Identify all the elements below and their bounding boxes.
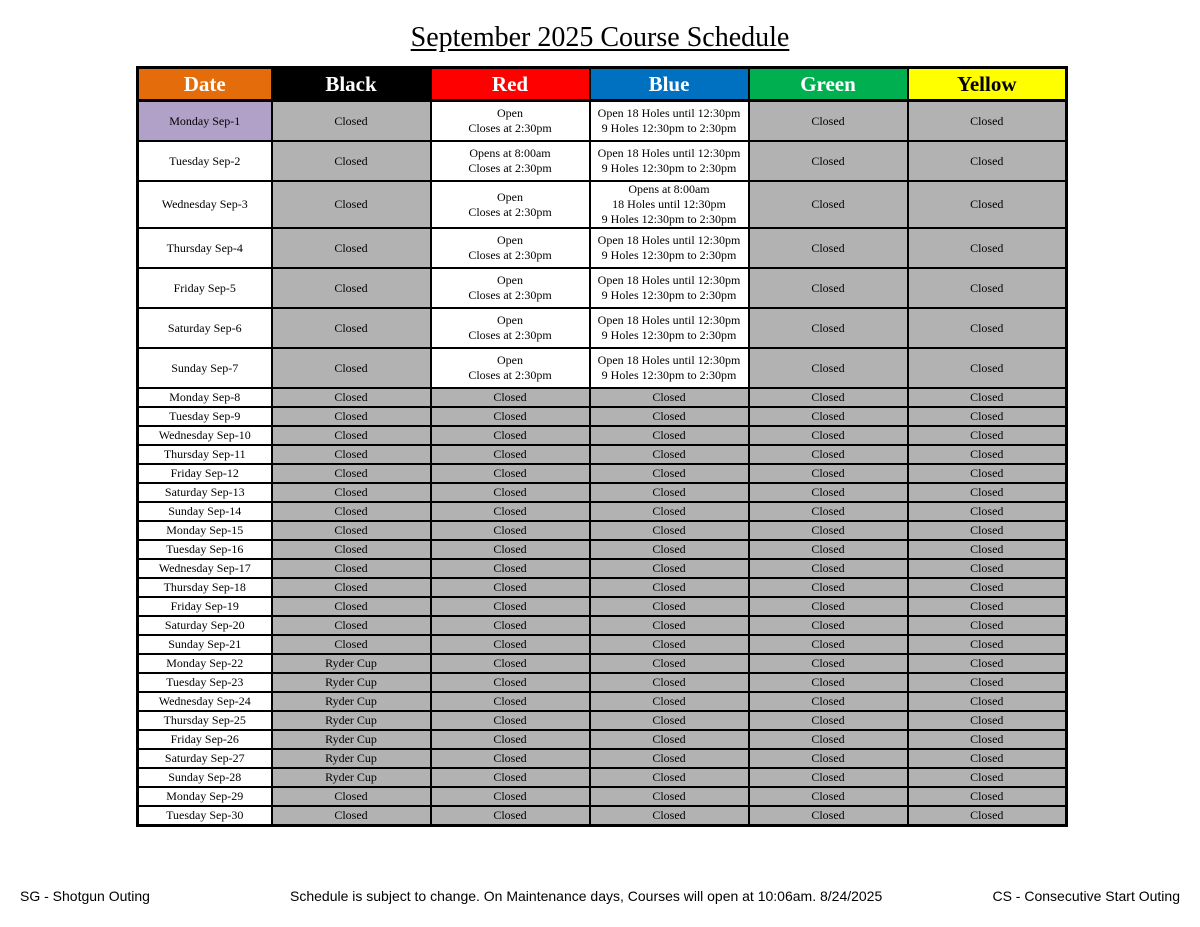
yellow-course-cell: Closed bbox=[908, 181, 1067, 228]
yellow-course-cell: Closed bbox=[908, 730, 1067, 749]
date-cell: Monday Sep-15 bbox=[138, 521, 272, 540]
red-course-cell: Open Closes at 2:30pm bbox=[431, 348, 590, 388]
table-row bbox=[138, 521, 1067, 540]
blue-course-cell: Closed bbox=[590, 711, 749, 730]
yellow-course-cell: Closed bbox=[908, 540, 1067, 559]
table-row bbox=[138, 101, 1067, 142]
blue-course-cell: Closed bbox=[590, 654, 749, 673]
red-course-cell: Closed bbox=[431, 654, 590, 673]
green-course-cell: Closed bbox=[749, 308, 908, 348]
table-row bbox=[138, 730, 1067, 749]
green-course-cell: Closed bbox=[749, 654, 908, 673]
red-course-cell: Open Closes at 2:30pm bbox=[431, 268, 590, 308]
header-date: Date bbox=[138, 68, 272, 101]
date-cell: Tuesday Sep-16 bbox=[138, 540, 272, 559]
black-course-cell: Closed bbox=[272, 559, 431, 578]
red-course-cell: Open Closes at 2:30pm bbox=[431, 181, 590, 228]
black-course-cell: Closed bbox=[272, 388, 431, 407]
green-course-cell: Closed bbox=[749, 787, 908, 806]
green-course-cell: Closed bbox=[749, 749, 908, 768]
green-course-cell: Closed bbox=[749, 730, 908, 749]
schedule-body bbox=[138, 101, 1067, 826]
table-row bbox=[138, 540, 1067, 559]
black-course-cell: Closed bbox=[272, 635, 431, 654]
black-course-cell: Closed bbox=[272, 181, 431, 228]
yellow-course-cell: Closed bbox=[908, 654, 1067, 673]
red-course-cell: Open Closes at 2:30pm bbox=[431, 101, 590, 142]
header-row bbox=[138, 68, 1067, 101]
yellow-course-cell: Closed bbox=[908, 502, 1067, 521]
blue-course-cell: Open 18 Holes until 12:30pm 9 Holes 12:30pm to 2:30pm bbox=[590, 348, 749, 388]
table-row bbox=[138, 635, 1067, 654]
header-blue: Blue bbox=[590, 68, 749, 101]
blue-course-cell: Closed bbox=[590, 502, 749, 521]
yellow-course-cell: Closed bbox=[908, 101, 1067, 142]
green-course-cell: Closed bbox=[749, 348, 908, 388]
header-green: Green bbox=[749, 68, 908, 101]
green-course-cell: Closed bbox=[749, 483, 908, 502]
table-row bbox=[138, 426, 1067, 445]
table-row bbox=[138, 483, 1067, 502]
date-cell: Monday Sep-22 bbox=[138, 654, 272, 673]
blue-course-cell: Closed bbox=[590, 692, 749, 711]
date-cell: Saturday Sep-6 bbox=[138, 308, 272, 348]
blue-course-cell: Closed bbox=[590, 730, 749, 749]
green-course-cell: Closed bbox=[749, 181, 908, 228]
green-course-cell: Closed bbox=[749, 388, 908, 407]
black-course-cell: Ryder Cup bbox=[272, 673, 431, 692]
header-black: Black bbox=[272, 68, 431, 101]
date-cell: Sunday Sep-14 bbox=[138, 502, 272, 521]
date-cell: Tuesday Sep-2 bbox=[138, 141, 272, 181]
yellow-course-cell: Closed bbox=[908, 445, 1067, 464]
red-course-cell: Closed bbox=[431, 711, 590, 730]
green-course-cell: Closed bbox=[749, 426, 908, 445]
date-cell: Friday Sep-19 bbox=[138, 597, 272, 616]
yellow-course-cell: Closed bbox=[908, 388, 1067, 407]
yellow-course-cell: Closed bbox=[908, 597, 1067, 616]
black-course-cell: Closed bbox=[272, 483, 431, 502]
footer-legend-consecutive: CS - Consecutive Start Outing bbox=[992, 888, 1180, 904]
red-course-cell: Closed bbox=[431, 673, 590, 692]
black-course-cell: Closed bbox=[272, 806, 431, 826]
red-course-cell: Closed bbox=[431, 635, 590, 654]
blue-course-cell: Closed bbox=[590, 483, 749, 502]
yellow-course-cell: Closed bbox=[908, 635, 1067, 654]
black-course-cell: Closed bbox=[272, 348, 431, 388]
black-course-cell: Closed bbox=[272, 141, 431, 181]
date-cell: Friday Sep-12 bbox=[138, 464, 272, 483]
blue-course-cell: Closed bbox=[590, 597, 749, 616]
black-course-cell: Closed bbox=[272, 101, 431, 142]
blue-course-cell: Open 18 Holes until 12:30pm 9 Holes 12:30pm to 2:30pm bbox=[590, 101, 749, 142]
yellow-course-cell: Closed bbox=[908, 308, 1067, 348]
yellow-course-cell: Closed bbox=[908, 711, 1067, 730]
red-course-cell: Closed bbox=[431, 502, 590, 521]
red-course-cell: Closed bbox=[431, 483, 590, 502]
footer-legend-shotgun: SG - Shotgun Outing bbox=[20, 888, 150, 904]
date-cell: Sunday Sep-21 bbox=[138, 635, 272, 654]
yellow-course-cell: Closed bbox=[908, 578, 1067, 597]
black-course-cell: Closed bbox=[272, 308, 431, 348]
date-cell: Tuesday Sep-30 bbox=[138, 806, 272, 826]
green-course-cell: Closed bbox=[749, 141, 908, 181]
green-course-cell: Closed bbox=[749, 692, 908, 711]
yellow-course-cell: Closed bbox=[908, 673, 1067, 692]
table-row bbox=[138, 806, 1067, 826]
blue-course-cell: Closed bbox=[590, 673, 749, 692]
green-course-cell: Closed bbox=[749, 673, 908, 692]
red-course-cell: Closed bbox=[431, 730, 590, 749]
date-cell: Thursday Sep-18 bbox=[138, 578, 272, 597]
black-course-cell: Closed bbox=[272, 597, 431, 616]
date-cell: Tuesday Sep-9 bbox=[138, 407, 272, 426]
table-row bbox=[138, 749, 1067, 768]
blue-course-cell: Closed bbox=[590, 635, 749, 654]
date-cell: Thursday Sep-11 bbox=[138, 445, 272, 464]
black-course-cell: Ryder Cup bbox=[272, 768, 431, 787]
blue-course-cell: Open 18 Holes until 12:30pm 9 Holes 12:30pm to 2:30pm bbox=[590, 228, 749, 268]
yellow-course-cell: Closed bbox=[908, 616, 1067, 635]
table-row bbox=[138, 559, 1067, 578]
table-row bbox=[138, 268, 1067, 308]
red-course-cell: Closed bbox=[431, 597, 590, 616]
black-course-cell: Ryder Cup bbox=[272, 730, 431, 749]
yellow-course-cell: Closed bbox=[908, 268, 1067, 308]
blue-course-cell: Closed bbox=[590, 388, 749, 407]
date-cell: Thursday Sep-4 bbox=[138, 228, 272, 268]
red-course-cell: Closed bbox=[431, 445, 590, 464]
table-row bbox=[138, 578, 1067, 597]
black-course-cell: Ryder Cup bbox=[272, 692, 431, 711]
blue-course-cell: Closed bbox=[590, 464, 749, 483]
red-course-cell: Closed bbox=[431, 578, 590, 597]
yellow-course-cell: Closed bbox=[908, 141, 1067, 181]
table-row bbox=[138, 692, 1067, 711]
table-row bbox=[138, 597, 1067, 616]
yellow-course-cell: Closed bbox=[908, 464, 1067, 483]
table-row bbox=[138, 388, 1067, 407]
green-course-cell: Closed bbox=[749, 616, 908, 635]
red-course-cell: Closed bbox=[431, 749, 590, 768]
black-course-cell: Closed bbox=[272, 787, 431, 806]
green-course-cell: Closed bbox=[749, 768, 908, 787]
header-yellow: Yellow bbox=[908, 68, 1067, 101]
header-red: Red bbox=[431, 68, 590, 101]
green-course-cell: Closed bbox=[749, 711, 908, 730]
red-course-cell: Closed bbox=[431, 426, 590, 445]
green-course-cell: Closed bbox=[749, 597, 908, 616]
yellow-course-cell: Closed bbox=[908, 692, 1067, 711]
black-course-cell: Closed bbox=[272, 228, 431, 268]
red-course-cell: Closed bbox=[431, 692, 590, 711]
green-course-cell: Closed bbox=[749, 502, 908, 521]
green-course-cell: Closed bbox=[749, 635, 908, 654]
yellow-course-cell: Closed bbox=[908, 806, 1067, 826]
date-cell: Friday Sep-5 bbox=[138, 268, 272, 308]
date-cell: Monday Sep-8 bbox=[138, 388, 272, 407]
blue-course-cell: Open 18 Holes until 12:30pm 9 Holes 12:30pm to 2:30pm bbox=[590, 308, 749, 348]
black-course-cell: Ryder Cup bbox=[272, 654, 431, 673]
blue-course-cell: Closed bbox=[590, 787, 749, 806]
date-cell: Saturday Sep-20 bbox=[138, 616, 272, 635]
yellow-course-cell: Closed bbox=[908, 749, 1067, 768]
yellow-course-cell: Closed bbox=[908, 787, 1067, 806]
blue-course-cell: Closed bbox=[590, 540, 749, 559]
green-course-cell: Closed bbox=[749, 407, 908, 426]
black-course-cell: Closed bbox=[272, 578, 431, 597]
date-cell: Friday Sep-26 bbox=[138, 730, 272, 749]
green-course-cell: Closed bbox=[749, 806, 908, 826]
blue-course-cell: Open 18 Holes until 12:30pm 9 Holes 12:30pm to 2:30pm bbox=[590, 141, 749, 181]
table-row bbox=[138, 464, 1067, 483]
green-course-cell: Closed bbox=[749, 445, 908, 464]
date-cell: Wednesday Sep-24 bbox=[138, 692, 272, 711]
blue-course-cell: Opens at 8:00am 18 Holes until 12:30pm 9 Holes 12:30pm to 2:30pm bbox=[590, 181, 749, 228]
green-course-cell: Closed bbox=[749, 228, 908, 268]
black-course-cell: Closed bbox=[272, 407, 431, 426]
black-course-cell: Closed bbox=[272, 616, 431, 635]
red-course-cell: Closed bbox=[431, 464, 590, 483]
blue-course-cell: Closed bbox=[590, 426, 749, 445]
red-course-cell: Closed bbox=[431, 559, 590, 578]
date-cell: Thursday Sep-25 bbox=[138, 711, 272, 730]
blue-course-cell: Closed bbox=[590, 407, 749, 426]
black-course-cell: Closed bbox=[272, 426, 431, 445]
black-course-cell: Closed bbox=[272, 445, 431, 464]
green-course-cell: Closed bbox=[749, 521, 908, 540]
black-course-cell: Ryder Cup bbox=[272, 749, 431, 768]
red-course-cell: Closed bbox=[431, 407, 590, 426]
table-row bbox=[138, 711, 1067, 730]
red-course-cell: Open Closes at 2:30pm bbox=[431, 228, 590, 268]
date-cell: Saturday Sep-27 bbox=[138, 749, 272, 768]
green-course-cell: Closed bbox=[749, 268, 908, 308]
table-row bbox=[138, 348, 1067, 388]
red-course-cell: Closed bbox=[431, 521, 590, 540]
date-cell: Wednesday Sep-3 bbox=[138, 181, 272, 228]
black-course-cell: Closed bbox=[272, 540, 431, 559]
red-course-cell: Closed bbox=[431, 616, 590, 635]
blue-course-cell: Closed bbox=[590, 559, 749, 578]
blue-course-cell: Closed bbox=[590, 578, 749, 597]
black-course-cell: Closed bbox=[272, 268, 431, 308]
date-cell: Sunday Sep-28 bbox=[138, 768, 272, 787]
yellow-course-cell: Closed bbox=[908, 407, 1067, 426]
table-row bbox=[138, 787, 1067, 806]
page-title: September 2025 Course Schedule bbox=[410, 22, 790, 53]
blue-course-cell: Closed bbox=[590, 806, 749, 826]
yellow-course-cell: Closed bbox=[908, 426, 1067, 445]
blue-course-cell: Closed bbox=[590, 749, 749, 768]
red-course-cell: Closed bbox=[431, 806, 590, 826]
yellow-course-cell: Closed bbox=[908, 483, 1067, 502]
black-course-cell: Closed bbox=[272, 502, 431, 521]
blue-course-cell: Open 18 Holes until 12:30pm 9 Holes 12:30pm to 2:30pm bbox=[590, 268, 749, 308]
black-course-cell: Ryder Cup bbox=[272, 711, 431, 730]
red-course-cell: Closed bbox=[431, 540, 590, 559]
table-row bbox=[138, 616, 1067, 635]
yellow-course-cell: Closed bbox=[908, 348, 1067, 388]
schedule-table bbox=[136, 66, 1068, 827]
yellow-course-cell: Closed bbox=[908, 768, 1067, 787]
green-course-cell: Closed bbox=[749, 101, 908, 142]
footer-note: Schedule is subject to change. On Maintenance days, Courses will open at 10:06am. 8/24/2025 bbox=[290, 888, 883, 904]
table-row bbox=[138, 181, 1067, 228]
green-course-cell: Closed bbox=[749, 559, 908, 578]
date-cell: Tuesday Sep-23 bbox=[138, 673, 272, 692]
black-course-cell: Closed bbox=[272, 521, 431, 540]
red-course-cell: Closed bbox=[431, 787, 590, 806]
table-row bbox=[138, 654, 1067, 673]
yellow-course-cell: Closed bbox=[908, 559, 1067, 578]
date-cell: Monday Sep-29 bbox=[138, 787, 272, 806]
blue-course-cell: Closed bbox=[590, 445, 749, 464]
blue-course-cell: Closed bbox=[590, 521, 749, 540]
table-row bbox=[138, 407, 1067, 426]
table-row bbox=[138, 768, 1067, 787]
date-cell: Wednesday Sep-17 bbox=[138, 559, 272, 578]
table-row bbox=[138, 445, 1067, 464]
yellow-course-cell: Closed bbox=[908, 521, 1067, 540]
date-cell: Saturday Sep-13 bbox=[138, 483, 272, 502]
blue-course-cell: Closed bbox=[590, 768, 749, 787]
blue-course-cell: Closed bbox=[590, 616, 749, 635]
table-row bbox=[138, 502, 1067, 521]
date-cell: Monday Sep-1 bbox=[138, 101, 272, 142]
green-course-cell: Closed bbox=[749, 464, 908, 483]
green-course-cell: Closed bbox=[749, 540, 908, 559]
yellow-course-cell: Closed bbox=[908, 228, 1067, 268]
date-cell: Wednesday Sep-10 bbox=[138, 426, 272, 445]
red-course-cell: Opens at 8:00am Closes at 2:30pm bbox=[431, 141, 590, 181]
table-row bbox=[138, 141, 1067, 181]
red-course-cell: Open Closes at 2:30pm bbox=[431, 308, 590, 348]
black-course-cell: Closed bbox=[272, 464, 431, 483]
table-row bbox=[138, 308, 1067, 348]
table-row bbox=[138, 228, 1067, 268]
red-course-cell: Closed bbox=[431, 388, 590, 407]
date-cell: Sunday Sep-7 bbox=[138, 348, 272, 388]
red-course-cell: Closed bbox=[431, 768, 590, 787]
green-course-cell: Closed bbox=[749, 578, 908, 597]
table-row bbox=[138, 673, 1067, 692]
